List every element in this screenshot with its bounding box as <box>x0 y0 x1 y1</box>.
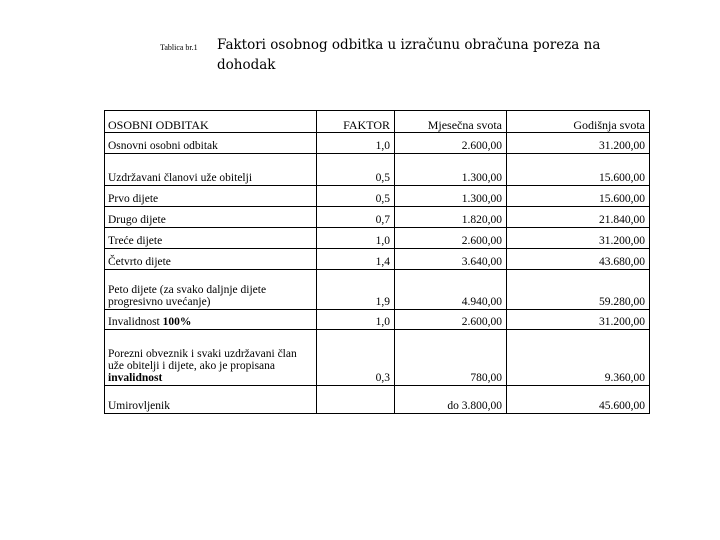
table-row <box>105 330 650 386</box>
document-title: Faktori osobnog odbitka u izračunu obračuna poreza na dohodak <box>217 37 601 73</box>
row-name-emphasis: 100% <box>162 316 192 328</box>
row-annual: 31.200,00 <box>507 310 650 330</box>
row-name: Osnovni osobni odbitak <box>105 133 317 154</box>
row-factor <box>317 386 395 414</box>
row-name: Uzdržavani članovi uže obitelji <box>105 154 317 186</box>
table-row <box>105 186 650 207</box>
table-row <box>105 270 650 310</box>
row-annual: 21.840,00 <box>507 207 650 228</box>
row-factor: 0,7 <box>317 207 395 228</box>
table-row <box>105 386 650 414</box>
row-factor: 1,9 <box>317 270 395 310</box>
row-name: Peto dijete (za svako daljnje dijete progresivno uvećanje) <box>105 270 317 310</box>
row-name: Treće dijete <box>105 228 317 249</box>
header-monthly: Mjesečna svota <box>395 111 507 133</box>
table-header-row <box>105 111 650 133</box>
row-annual: 31.200,00 <box>507 228 650 249</box>
row-monthly: 2.600,00 <box>395 133 507 154</box>
row-factor: 1,0 <box>317 228 395 249</box>
row-annual: 31.200,00 <box>507 133 650 154</box>
row-factor: 1,0 <box>317 133 395 154</box>
header-deduction: OSOBNI ODBITAK <box>105 111 317 133</box>
table-row <box>105 228 650 249</box>
row-factor: 0,3 <box>317 330 395 386</box>
row-monthly: 1.820,00 <box>395 207 507 228</box>
row-name <box>105 330 317 386</box>
table-row <box>105 207 650 228</box>
row-name: Drugo dijete <box>105 207 317 228</box>
row-monthly: 780,00 <box>395 330 507 386</box>
personal-deduction-table <box>104 110 650 414</box>
row-annual: 59.280,00 <box>507 270 650 310</box>
row-name: Umirovljenik <box>105 386 317 414</box>
row-monthly: do 3.800,00 <box>395 386 507 414</box>
row-name-text: Porezni obveznik i svaki uzdržavani član uže obitelji i dijete, ako je propisana <box>108 348 297 372</box>
row-name-emphasis: invalidnost <box>108 372 163 384</box>
row-factor: 1,0 <box>317 310 395 330</box>
row-name: Prvo dijete <box>105 186 317 207</box>
row-monthly: 4.940,00 <box>395 270 507 310</box>
row-annual: 15.600,00 <box>507 154 650 186</box>
row-name: Četvrto dijete <box>105 249 317 270</box>
table-number-label: Tablica br.1 <box>160 43 198 52</box>
table-row <box>105 133 650 154</box>
row-monthly: 2.600,00 <box>395 310 507 330</box>
row-monthly: 1.300,00 <box>395 186 507 207</box>
header-factor: FAKTOR <box>317 111 395 133</box>
row-factor: 1,4 <box>317 249 395 270</box>
row-name-text: Invalidnost <box>108 316 163 328</box>
table-row <box>105 249 650 270</box>
row-annual: 43.680,00 <box>507 249 650 270</box>
row-annual: 9.360,00 <box>507 330 650 386</box>
row-name <box>105 310 317 330</box>
row-factor: 0,5 <box>317 154 395 186</box>
row-factor: 0,5 <box>317 186 395 207</box>
row-monthly: 1.300,00 <box>395 154 507 186</box>
row-annual: 45.600,00 <box>507 386 650 414</box>
row-monthly: 2.600,00 <box>395 228 507 249</box>
row-annual: 15.600,00 <box>507 186 650 207</box>
table-row <box>105 310 650 330</box>
header-annual: Godišnja svota <box>507 111 650 133</box>
row-monthly: 3.640,00 <box>395 249 507 270</box>
table-row <box>105 154 650 186</box>
